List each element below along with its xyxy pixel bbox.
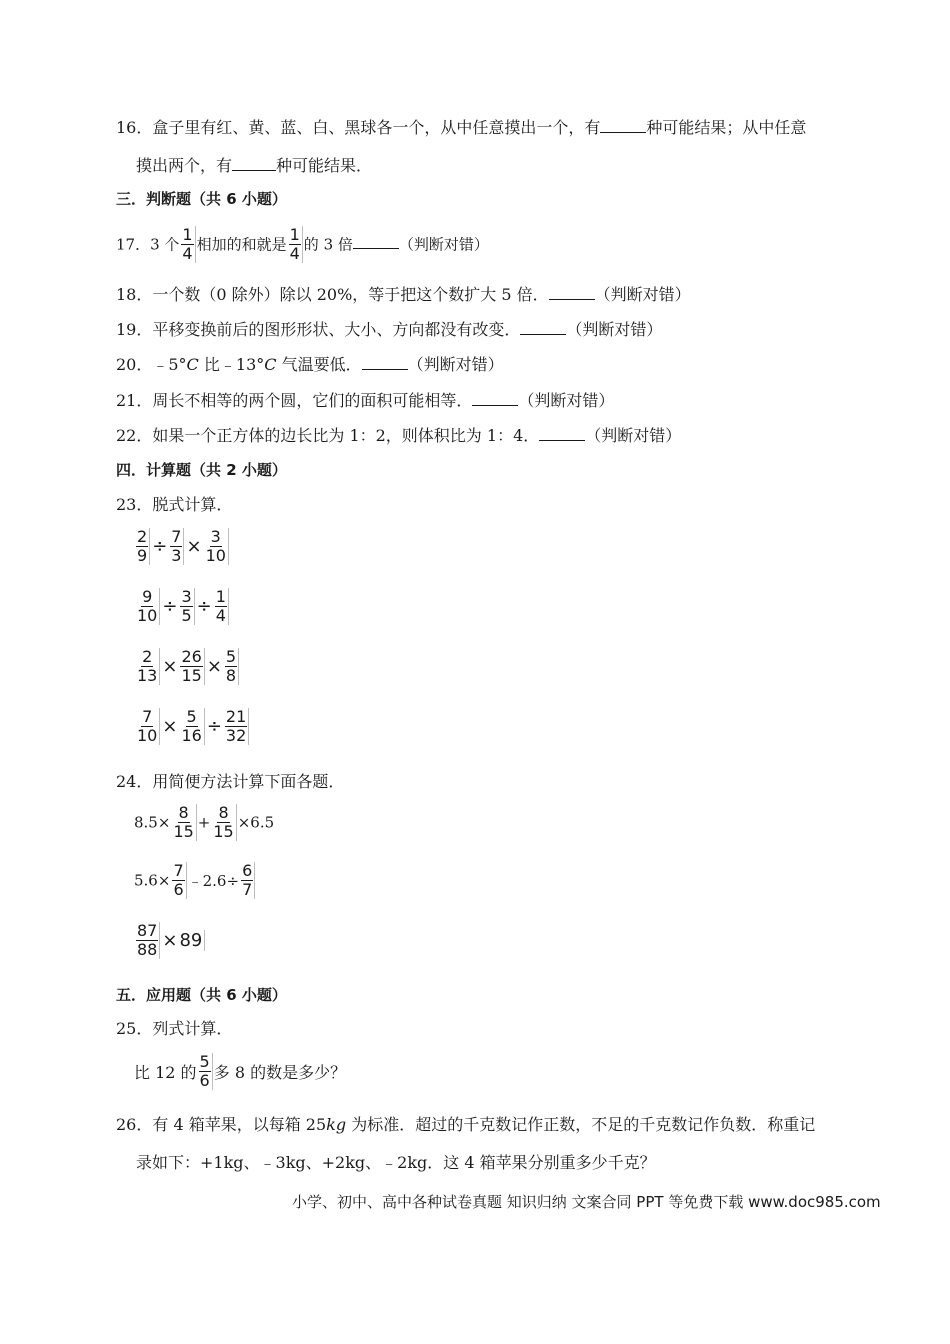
- question-26-line2: 录如下：+1kg、﹣3kg、+2kg、﹣2kg．这 4 箱苹果分别重多少千克？: [136, 1153, 656, 1172]
- question-26-line1: [116, 1114, 815, 1136]
- question-17-text-mid: 相加的和就是: [196, 235, 287, 254]
- question-25-body: [134, 1053, 346, 1090]
- denominator: 10: [137, 606, 158, 625]
- operator: ×: [162, 716, 178, 737]
- question-21-text: 21．周长不相等的两个圆，它们的面积可能相等．: [116, 391, 473, 410]
- fraction: [240, 862, 255, 899]
- numerator: 1: [289, 225, 300, 244]
- operator: ÷: [196, 596, 212, 617]
- answer-blank[interactable]: [539, 424, 585, 441]
- question-18-text: 18．一个数（0 除外）除以 20%，等于把这个数扩大 5 倍．: [116, 285, 549, 304]
- fraction: [288, 226, 303, 263]
- expression-text: 8.5×: [134, 813, 171, 832]
- fraction: [211, 804, 236, 841]
- question-26-text-tail: 为标准．超过的千克数记作正数，不足的千克数记作负数．称重记: [346, 1115, 816, 1134]
- expression-23-2: [134, 588, 230, 625]
- denominator: 6: [173, 880, 184, 899]
- denominator: 32: [225, 726, 247, 745]
- denominator: 8: [225, 666, 237, 685]
- section-heading-application: 五．应用题（共 6 小题）: [116, 986, 287, 1004]
- question-16-text2-tail: 种可能结果．: [276, 156, 373, 175]
- fraction: [179, 588, 194, 625]
- question-16-text2: 摸出两个，有: [136, 156, 233, 175]
- question-20-tail: （判断对错）: [407, 355, 504, 374]
- numerator: 21: [225, 707, 247, 726]
- operator: ÷: [162, 596, 178, 617]
- question-19-text: 19．平移变换前后的图形形状、大小、方向都没有改变．: [116, 320, 521, 339]
- fraction: [135, 528, 150, 565]
- answer-blank[interactable]: [232, 154, 276, 171]
- operator: ÷: [152, 536, 168, 557]
- question-25-title: 25．列式计算．: [116, 1019, 233, 1038]
- denominator: 10: [137, 726, 158, 745]
- operator: ×: [186, 536, 202, 557]
- question-16-line2: [136, 154, 372, 177]
- operator: ×: [162, 930, 178, 951]
- expression-23-4: [134, 708, 250, 745]
- expression-24-3: [134, 922, 205, 959]
- fraction: [224, 708, 249, 745]
- operator: +: [197, 813, 211, 832]
- denominator: 88: [137, 940, 158, 959]
- question-24-title: 24．用简便方法计算下面各题．: [116, 772, 345, 791]
- question-20-text: 20．﹣5°: [116, 355, 187, 374]
- question-17: [116, 224, 489, 265]
- question-16-line1: [116, 116, 806, 139]
- question-20-text-mid: 比﹣13°: [198, 355, 265, 374]
- numerator: 5: [225, 647, 237, 666]
- denominator: 7: [242, 880, 253, 899]
- denominator: 3: [171, 546, 182, 565]
- fraction: [135, 648, 160, 685]
- fraction: [171, 804, 196, 841]
- question-22-text: 22．如果一个正方体的边长比为 1：2，则体积比为 1：4．: [116, 426, 540, 445]
- fraction: [180, 226, 195, 263]
- expression-23-1: [134, 528, 230, 565]
- fraction: [171, 862, 186, 899]
- question-26-text: 26．有 4 箱苹果，以每箱 25: [116, 1115, 327, 1134]
- answer-blank[interactable]: [549, 283, 595, 300]
- denominator: 15: [173, 822, 194, 841]
- numerator: 8: [218, 803, 229, 822]
- fraction: [135, 588, 160, 625]
- expression-24-1: [134, 804, 274, 841]
- question-19-tail: （判断对错）: [566, 320, 663, 339]
- question-20: [116, 353, 504, 376]
- answer-blank[interactable]: [472, 389, 518, 406]
- numerator: 26: [181, 647, 202, 666]
- numerator: 2: [142, 647, 153, 666]
- numerator: 87: [137, 921, 158, 940]
- question-16-text: 16．盒子里有红、黄、蓝、白、黑球各一个，从中任意摸出一个，有: [116, 118, 601, 137]
- question-19: [116, 318, 662, 341]
- numerator: 3: [181, 587, 192, 606]
- expression-text: ×6.5: [237, 813, 275, 832]
- answer-blank[interactable]: [520, 318, 566, 335]
- page-footer: 小学、初中、高中各种试卷真题 知识归纳 文案合同 PPT 等免费下载 www.doc985.com: [292, 1193, 881, 1211]
- section-heading-judgement: 三．判断题（共 6 小题）: [116, 190, 287, 208]
- denominator: 4: [182, 244, 193, 263]
- denominator: 4: [289, 244, 300, 263]
- question-17-text: 17．3 个: [116, 235, 180, 254]
- expression-text: 89: [178, 930, 205, 951]
- numerator: 7: [173, 861, 184, 880]
- celsius-unit: C: [186, 355, 199, 374]
- question-25-text: 比 12 的: [134, 1063, 197, 1082]
- fraction: [179, 708, 204, 745]
- numerator: 1: [215, 587, 226, 606]
- fraction: [135, 708, 160, 745]
- question-21-tail: （判断对错）: [518, 391, 615, 410]
- numerator: 5: [186, 707, 197, 726]
- denominator: 16: [181, 726, 202, 745]
- section-heading-calculation: 四．计算题（共 2 小题）: [116, 461, 287, 479]
- numerator: 9: [142, 587, 153, 606]
- question-21: [116, 389, 614, 412]
- question-16-text-tail: 种可能结果；从中任意: [646, 118, 807, 137]
- denominator: 6: [199, 1071, 210, 1090]
- question-25-text-tail: 多 8 的数是多少？: [213, 1063, 347, 1082]
- denominator: 9: [137, 546, 148, 565]
- question-18: [116, 283, 691, 306]
- kg-unit: kg: [326, 1115, 347, 1134]
- question-17-text-post: 的 3 倍: [303, 235, 353, 254]
- operator: ×: [206, 656, 222, 677]
- question-17-tail: （判断对错）: [398, 235, 489, 254]
- denominator: 13: [137, 666, 158, 685]
- fraction: [179, 648, 204, 685]
- operator: ×: [162, 656, 178, 677]
- numerator: 3: [210, 527, 221, 546]
- expression-23-3: [134, 648, 240, 685]
- answer-blank[interactable]: [600, 116, 646, 133]
- fraction: [169, 528, 184, 565]
- operator: ÷: [206, 716, 222, 737]
- fraction: [224, 648, 239, 685]
- expression-text: ﹣2.6÷: [187, 872, 240, 890]
- numerator: 7: [171, 527, 182, 546]
- denominator: 15: [181, 666, 202, 685]
- fraction: [204, 528, 229, 565]
- expression-24-2: [134, 862, 256, 899]
- question-23-title: 23．脱式计算．: [116, 495, 233, 514]
- question-22-tail: （判断对错）: [585, 426, 682, 445]
- numerator: 8: [178, 803, 189, 822]
- denominator: 5: [181, 606, 192, 625]
- celsius-unit: C: [264, 355, 277, 374]
- expression-text: 5.6×: [134, 871, 171, 890]
- numerator: 7: [142, 707, 153, 726]
- answer-blank[interactable]: [353, 232, 399, 249]
- question-22: [116, 424, 681, 447]
- fraction: [135, 922, 160, 959]
- question-18-tail: （判断对错）: [594, 285, 691, 304]
- denominator: 10: [205, 546, 226, 565]
- numerator: 5: [199, 1052, 210, 1071]
- denominator: 4: [215, 606, 226, 625]
- numerator: 6: [242, 861, 253, 880]
- fraction: [214, 588, 229, 625]
- denominator: 15: [213, 822, 234, 841]
- fraction: [198, 1053, 213, 1090]
- numerator: 1: [182, 225, 193, 244]
- question-20-text-end: 气温要低．: [276, 355, 362, 374]
- answer-blank[interactable]: [362, 353, 408, 370]
- numerator: 2: [137, 527, 148, 546]
